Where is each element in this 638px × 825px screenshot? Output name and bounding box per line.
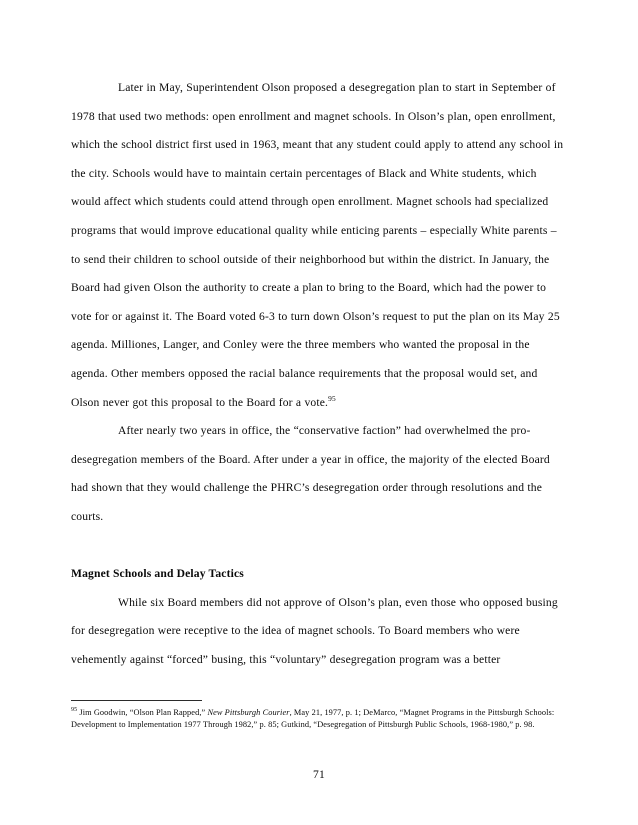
footnote-italic-title: New Pittsburgh Courier bbox=[207, 708, 290, 717]
paragraph-text: After nearly two years in office, the “conservative faction” had overwhelmed the pro-desegregation members of the Board. After under a year in office, the majority of the elected Board had shown that they would challenge the PHRC’s desegregation order through resolutions and the courts. bbox=[71, 424, 550, 523]
paragraph-olson-desegregation-plan bbox=[71, 74, 566, 417]
page-body-content bbox=[71, 74, 566, 674]
footnote-number: 95 bbox=[71, 707, 78, 714]
paragraph-text: Later in May, Superintendent Olson proposed a desegregation plan to start in September of 1978 that used two methods: open enrollment and magnet schools. In Olson’s plan, open enrollment, which the school district first used in 1963, meant that any student could apply to attend any school in the city. Schools would have to maintain certain percentages of Black and White students, which would affect which students could attend through open enrollment. Magnet schools had specialized programs that would improve educational quality while enticing parents – especially White parents – to send their children to school outside of their neighborhood but within the district. In January, the Board had given Olson the authority to create a plan to bring to the Board, which had the power to vote for or against it. The Board voted 6-3 to turn down Olson’s request to put the plan on its May 25 agenda. Milliones, Langer, and Conley were the three members who wanted the proposal in the agenda. Other members opposed the racial balance requirements that the proposal would set, and Olson never got this proposal to the Board for a vote. bbox=[71, 81, 564, 409]
footnote-separator-rule bbox=[71, 700, 202, 701]
paragraph-magnet-schools-reception bbox=[71, 589, 566, 675]
footnote-95 bbox=[71, 707, 568, 732]
footnote-text-part1: Jim Goodwin, “Olson Plan Rapped,” bbox=[77, 708, 208, 717]
paragraph-spacer bbox=[71, 532, 566, 561]
footnote-area bbox=[71, 700, 568, 732]
paragraph-conservative-faction bbox=[71, 417, 566, 531]
footnote-text-part2: , May 21, 1977, p. 1; DeMarco, “Magnet Programs in the Pittsburgh Schools: Development to Implementation 1977 Through 1982,” p. 85; Gutkind, “Desegregation of Pittsburgh Public Schools, 1968-1980,” p. 98. bbox=[71, 708, 555, 730]
section-heading-magnet-schools: Magnet Schools and Delay Tactics bbox=[71, 567, 244, 581]
paragraph-text: While six Board members did not approve of Olson’s plan, even those who opposed busing for desegregation were receptive to the idea of magnet schools. To Board members who were vehemently against “forced” busing, this “voluntary” desegregation program was a better bbox=[71, 595, 558, 666]
page-number: 71 bbox=[313, 768, 325, 781]
footnote-reference-95[interactable]: 95 bbox=[328, 393, 336, 403]
